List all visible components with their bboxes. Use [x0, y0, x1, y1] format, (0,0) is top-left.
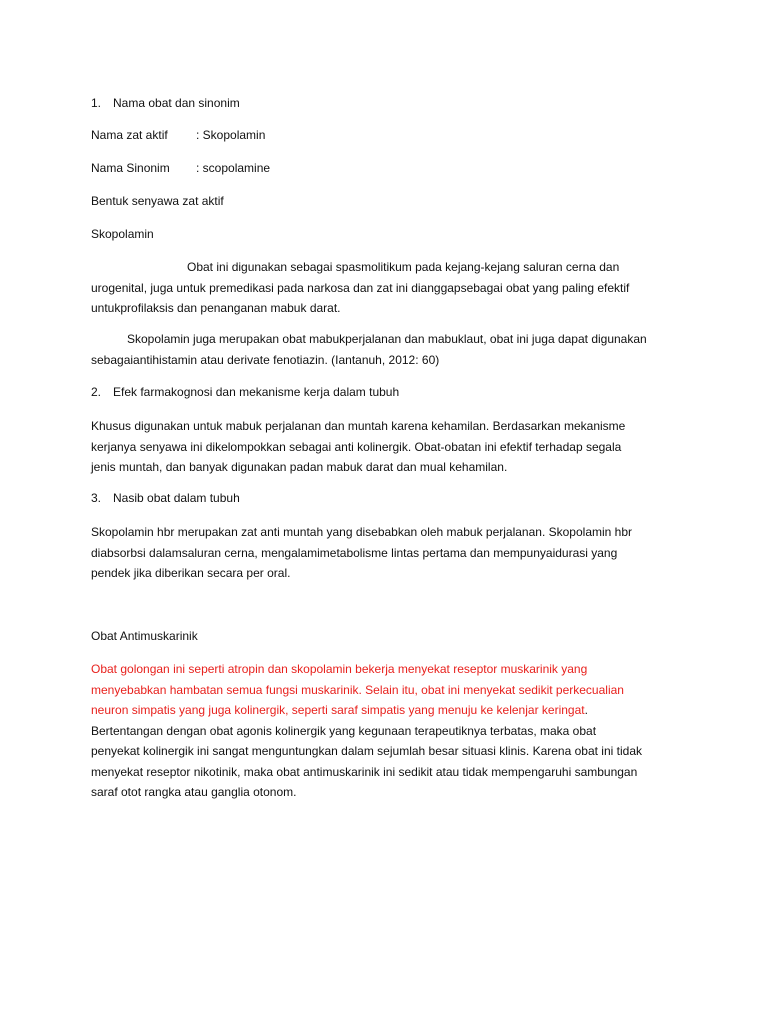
section-3-paragraph	[91, 522, 691, 584]
mixed-line	[91, 700, 691, 721]
section-3-number: 3.	[91, 491, 102, 505]
paragraph-line: Skopolamin hbr merupakan zat anti muntah yang disebabkan oleh mabuk perjalanan. Skopolamin hbr	[91, 525, 633, 539]
paragraph-line: urogenital, juga untuk premedikasi pada narkosa dan zat ini dianggapsebagai obat yang paling efektif	[91, 280, 630, 295]
paragraph-line: penyekat kolinergik ini sangat menguntungkan dalam sejumlah besar situasi klinis. Karena obat ini tidak	[91, 744, 642, 758]
section-2-heading	[91, 384, 399, 400]
paragraph-line: Obat ini digunakan sebagai spasmolitikum pada kejang-kejang saluran cerna dan	[187, 260, 620, 274]
paragraph-line: Bertentangan dengan obat agonis kolinergik yang kegunaan terapeutiknya terbatas, maka obat	[91, 723, 597, 738]
section-2-paragraph	[91, 416, 691, 478]
paragraph-line: jenis muntah, dan banyak digunakan padan mabuk darat dan mual kehamilan.	[91, 460, 508, 474]
section-2-number: 2.	[91, 385, 102, 399]
section-3-heading	[91, 490, 240, 506]
paragraph-line: saraf otot rangka atau ganglia otonom.	[91, 785, 297, 799]
paragraph-line: menyekat reseptor nikotinik, maka obat antimuskarinik ini sedikit atau tidak mempengaruhi sambungan	[91, 764, 638, 779]
antimuskarinik-paragraph	[91, 659, 691, 803]
synonym-row	[91, 160, 270, 176]
section-1-paragraph-2	[91, 329, 691, 370]
section-1-heading	[91, 95, 240, 111]
paragraph-line: pendek jika diberikan secara per oral.	[91, 566, 291, 580]
section-2-title: Efek farmakognosi dan mekanisme kerja dalam tubuh	[113, 385, 400, 399]
highlighted-line: Obat golongan ini seperti atropin dan skopolamin bekerja menyekat reseptor muskarinik yang	[91, 662, 588, 676]
section-3-title: Nasib obat dalam tubuh	[113, 491, 240, 505]
paragraph-line: sebagaiantihistamin atau derivate fenotiazin. (Iantanuh, 2012: 60)	[91, 352, 440, 367]
sentence-period: .	[584, 703, 588, 717]
section-1-number: 1.	[91, 96, 102, 110]
compound-name: Skopolamin	[91, 227, 154, 241]
synonym-label: Nama Sinonim	[91, 161, 170, 175]
paragraph-line: Khusus digunakan untuk mabuk perjalanan dan muntah karena kehamilan. Berdasarkan mekanisme	[91, 419, 626, 433]
highlighted-line: menyebabkan hambatan semua fungsi muskarinik. Selain itu, obat ini menyekat sedikit perkecualian	[91, 682, 624, 697]
paragraph-line: kerjanya senyawa ini dikelompokkan sebagai anti kolinergik. Obat-obatan ini efektif terhadap segala	[91, 439, 622, 454]
compound-form-label: Bentuk senyawa zat aktif	[91, 194, 224, 208]
paragraph-line: Skopolamin juga merupakan obat mabukperjalanan dan mabuklaut, obat ini juga dapat digunakan	[127, 332, 647, 346]
section-1-title: Nama obat dan sinonim	[113, 96, 240, 110]
synonym-value: : scopolamine	[196, 161, 271, 175]
highlighted-text: neuron simpatis yang juga kolinergik, seperti saraf simpatis yang menuju ke kelenjar keringat	[91, 703, 585, 717]
active-substance-row	[91, 127, 265, 143]
paragraph-line: diabsorbsi dalamsaluran cerna, mengalamimetabolisme lintas pertama dan mempunyaidurasi yang	[91, 545, 618, 560]
active-substance-label: Nama zat aktif	[91, 128, 168, 142]
paragraph-line: untukprofilaksis dan penanganan mabuk darat.	[91, 301, 341, 315]
antimuskarinik-heading: Obat Antimuskarinik	[91, 629, 198, 643]
active-substance-value: : Skopolamin	[196, 128, 266, 142]
section-1-paragraph-1	[91, 257, 691, 319]
